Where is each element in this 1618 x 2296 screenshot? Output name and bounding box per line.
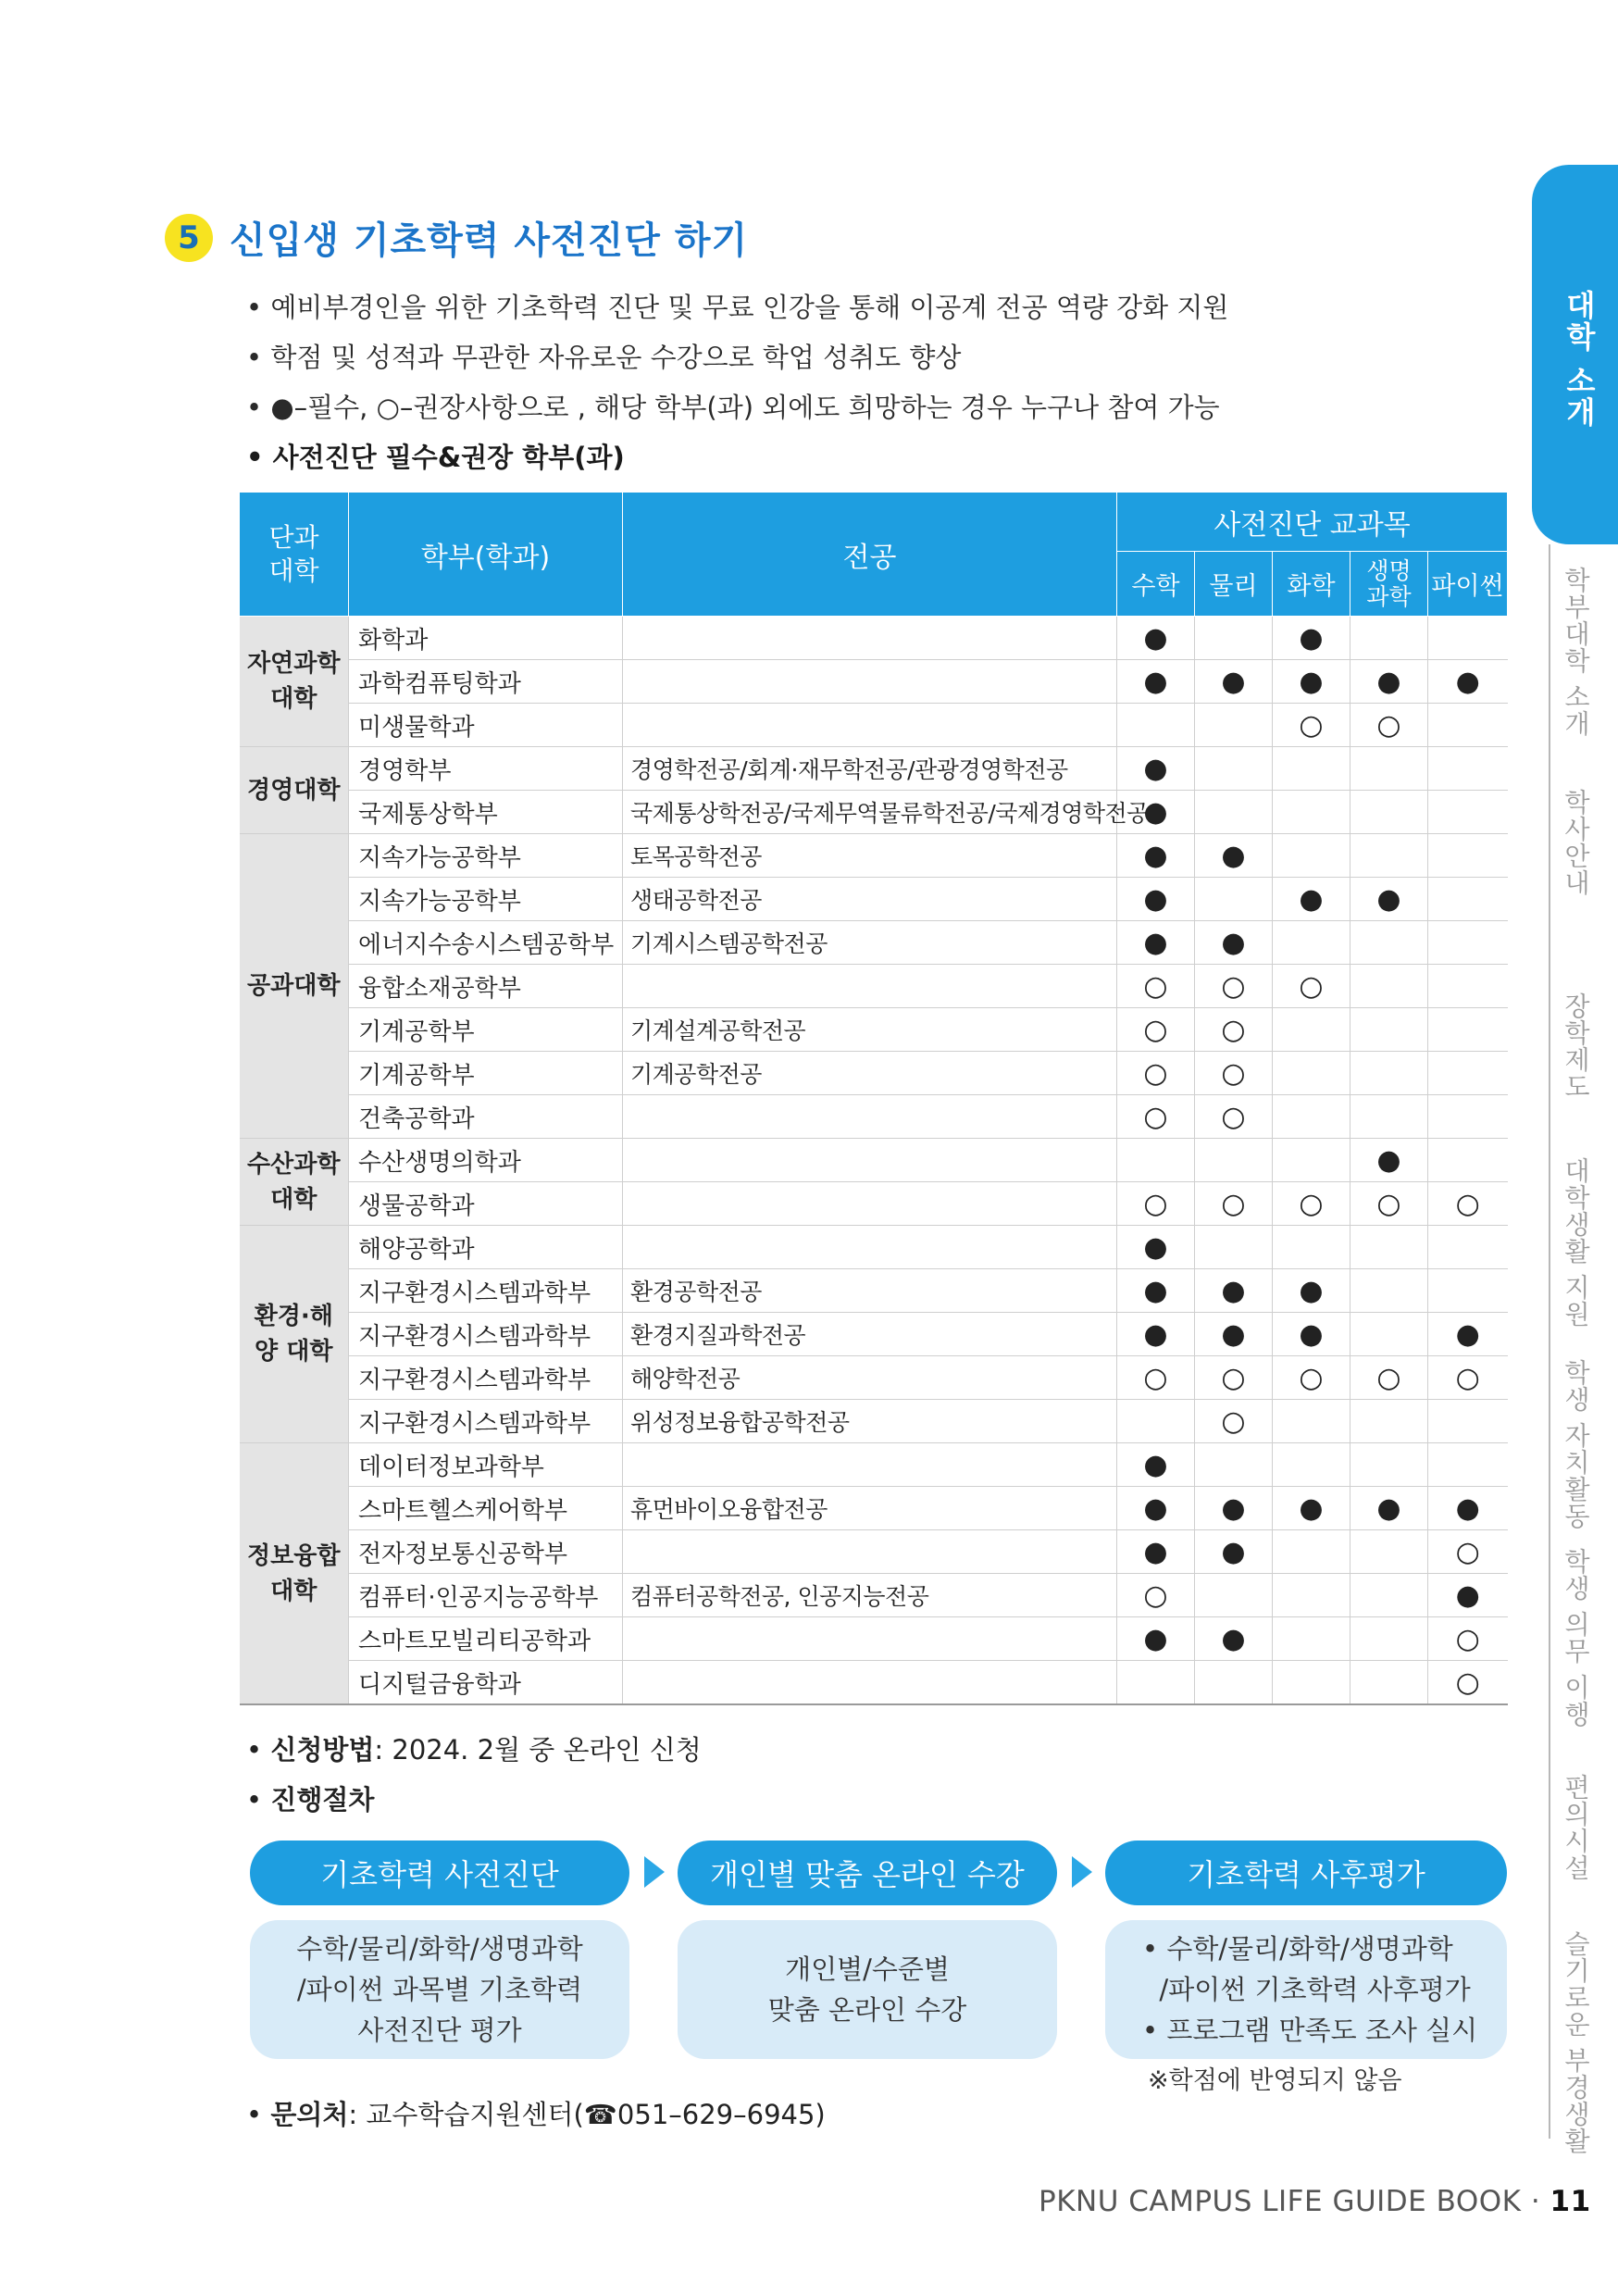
table-row [240,1487,1508,1530]
side-tab[interactable]: 슬기로운 부경생활 [1561,1930,1591,2154]
mark-cell [1428,1443,1508,1487]
step-1-title: 기초학력 사전진단 [250,1841,629,1905]
mark-cell [1428,1052,1508,1095]
mark-cell [1273,1226,1350,1269]
dept-cell: 지구환경시스템과학부 [349,1269,623,1313]
mark-cell [1428,921,1508,965]
procedure-label: • 진행절차 [246,1784,375,1816]
dept-cell: 융합소재공학부 [349,965,623,1008]
dept-cell: 스마트모빌리티공학과 [349,1617,623,1661]
table-row [240,1269,1508,1313]
mark-cell: ● [1273,617,1350,660]
mark-cell: ● [1117,1487,1195,1530]
section-header [165,211,748,264]
mark-cell [1195,1226,1273,1269]
mark-cell: ○ [1350,704,1428,747]
mark-cell [1428,617,1508,660]
dept-cell: 기계공학부 [349,1052,623,1095]
table-row [240,1356,1508,1400]
section-number-badge: 5 [165,214,213,262]
table-row [240,878,1508,921]
mark-cell: ● [1117,1443,1195,1487]
mark-cell [1350,1530,1428,1574]
table-row [240,1617,1508,1661]
side-tab[interactable]: 학생 의무 이행 [1561,1548,1591,1728]
mark-cell [1428,878,1508,921]
dept-cell: 지구환경시스템과학부 [349,1356,623,1400]
mark-cell [1273,1574,1350,1617]
intro-bullets [246,282,1228,482]
mark-cell [1350,834,1428,878]
side-divider [1549,544,1550,2139]
dept-cell: 생물공학과 [349,1182,623,1226]
mark-cell: ● [1195,1487,1273,1530]
mark-cell: ● [1117,921,1195,965]
header-subject: 파이썬 [1428,552,1508,617]
step-2-title: 개인별 맞춤 온라인 수강 [678,1841,1057,1905]
mark-cell [1428,1226,1508,1269]
side-tab-active[interactable]: 대학 소개 [1532,165,1618,544]
mark-cell: ○ [1195,1008,1273,1052]
mark-cell: ○ [1273,1356,1350,1400]
mark-cell [1428,704,1508,747]
table-row [240,1400,1508,1443]
major-cell: 기계시스템공학전공 [623,921,1117,965]
side-tab[interactable]: 대학생활 지원 [1561,1157,1591,1328]
mark-cell [1350,1008,1428,1052]
mark-cell [1195,1574,1273,1617]
header-subject: 생명 과학 [1350,552,1428,617]
bullet-item: • 학점 및 성적과 무관한 자유로운 수강으로 학업 성취도 향상 [246,342,962,373]
mark-cell [1428,1095,1508,1139]
mark-cell [1350,921,1428,965]
mark-cell [1117,1661,1195,1705]
table-row [240,1095,1508,1139]
mark-cell: ● [1117,1530,1195,1574]
college-cell: 경영대학 [240,747,349,834]
table-row [240,1661,1508,1705]
mark-cell [1428,834,1508,878]
mark-cell: ○ [1117,965,1195,1008]
mark-cell: ● [1273,1313,1350,1356]
dept-cell: 지구환경시스템과학부 [349,1400,623,1443]
mark-cell [1350,747,1428,791]
step-3-title: 기초학력 사후평가 [1105,1841,1507,1905]
dept-cell: 기계공학부 [349,1008,623,1052]
mark-cell [1350,1617,1428,1661]
mark-cell: ● [1350,1139,1428,1182]
mark-cell: ○ [1428,1661,1508,1705]
mark-cell [1428,1008,1508,1052]
mark-cell [1350,1661,1428,1705]
side-tab[interactable]: 편의시설 [1561,1774,1591,1881]
bullet-item: • 예비부경인을 위한 기초학력 진단 및 무료 인강을 통해 이공계 전공 역량 강화 지원 [246,292,1229,323]
header-subject: 화학 [1273,552,1350,617]
dept-cell: 지속가능공학부 [349,834,623,878]
major-cell [623,660,1117,704]
mark-cell: ● [1117,660,1195,704]
mark-cell [1195,791,1273,834]
major-cell: 기계공학전공 [623,1052,1117,1095]
mark-cell [1428,965,1508,1008]
mark-cell [1428,1269,1508,1313]
mark-cell [1195,1139,1273,1182]
side-tab[interactable]: 장학제도 [1561,992,1591,1100]
college-cell: 공과대학 [240,834,349,1139]
table-row [240,1443,1508,1487]
side-tab[interactable]: 학사안내 [1561,789,1591,896]
major-cell [623,1139,1117,1182]
table-row [240,1226,1508,1269]
major-cell [623,1226,1117,1269]
mark-cell: ○ [1428,1617,1508,1661]
mark-cell [1428,1139,1508,1182]
major-cell: 환경지질과학전공 [623,1313,1117,1356]
step-2-desc: 개인별/수준별 맞춤 온라인 수강 [678,1920,1057,2059]
mark-cell: ● [1195,1530,1273,1574]
major-cell: 토목공학전공 [623,834,1117,878]
mark-cell: ● [1117,1617,1195,1661]
mark-cell: ● [1117,791,1195,834]
mark-cell [1195,1661,1273,1705]
mark-cell [1195,704,1273,747]
mark-cell: ○ [1273,1182,1350,1226]
mark-cell: ○ [1117,1574,1195,1617]
mark-cell: ○ [1428,1530,1508,1574]
mark-cell: ● [1350,1487,1428,1530]
table-row [240,1313,1508,1356]
mark-cell [1350,1574,1428,1617]
mark-cell: ● [1273,660,1350,704]
mark-cell [1117,704,1195,747]
header-major: 전공 [623,493,1117,617]
major-cell: 휴먼바이오융합전공 [623,1487,1117,1530]
major-cell [623,1661,1117,1705]
mark-cell [1350,617,1428,660]
mark-cell: ● [1117,878,1195,921]
table-row [240,704,1508,747]
note: ※학점에 반영되지 않음 [1148,2066,1402,2095]
table-row [240,965,1508,1008]
mark-cell [1350,1400,1428,1443]
major-cell [623,1530,1117,1574]
mark-cell [1428,1400,1508,1443]
table-row [240,1052,1508,1095]
header-subject: 수학 [1117,552,1195,617]
major-cell [623,1617,1117,1661]
header-subject: 물리 [1195,552,1273,617]
major-cell [623,1095,1117,1139]
mark-cell [1428,791,1508,834]
table-row [240,1008,1508,1052]
table-row [240,1182,1508,1226]
bullet-item: • ●–필수, ○–권장사항으로 , 해당 학부(과) 외에도 희망하는 경우 누구나 참여 가능 [246,392,1220,423]
mark-cell: ○ [1195,1052,1273,1095]
mark-cell: ● [1117,1226,1195,1269]
mark-cell: ○ [1117,1356,1195,1400]
table-row [240,660,1508,704]
side-tab[interactable]: 학생 자치활동 [1561,1359,1591,1529]
mark-cell: ○ [1117,1182,1195,1226]
diagnosis-table [239,492,1508,1705]
dept-cell: 미생물학과 [349,704,623,747]
college-cell: 자연과학 대학 [240,617,349,747]
header-subjects-group: 사전진단 교과목 [1117,493,1508,552]
mark-cell: ● [1117,834,1195,878]
mark-cell: ○ [1117,1052,1195,1095]
mark-cell [1117,1400,1195,1443]
dept-cell: 디지털금융학과 [349,1661,623,1705]
mark-cell: ● [1117,617,1195,660]
dept-cell: 지구환경시스템과학부 [349,1313,623,1356]
college-cell: 정보융합 대학 [240,1443,349,1705]
mark-cell: ○ [1195,1095,1273,1139]
mark-cell [1273,1052,1350,1095]
mark-cell: ● [1117,747,1195,791]
major-cell [623,1443,1117,1487]
mark-cell [1273,1008,1350,1052]
table-row [240,1139,1508,1182]
mark-cell [1195,878,1273,921]
mark-cell: ○ [1273,965,1350,1008]
mark-cell: ● [1117,1313,1195,1356]
mark-cell: ○ [1350,1182,1428,1226]
dept-cell: 데이터정보과학부 [349,1443,623,1487]
dept-cell: 경영학부 [349,747,623,791]
mark-cell: ● [1273,1487,1350,1530]
mark-cell [1273,1400,1350,1443]
mark-cell: ○ [1195,1400,1273,1443]
mark-cell: ● [1195,660,1273,704]
mark-cell: ● [1195,834,1273,878]
college-cell: 수산과학 대학 [240,1139,349,1226]
major-cell: 환경공학전공 [623,1269,1117,1313]
major-cell: 생태공학전공 [623,878,1117,921]
mark-cell [1273,1530,1350,1574]
dept-cell: 과학컴퓨팅학과 [349,660,623,704]
mark-cell [1273,834,1350,878]
major-cell [623,617,1117,660]
mark-cell: ○ [1117,1008,1195,1052]
mark-cell [1273,1443,1350,1487]
mark-cell: ● [1195,1617,1273,1661]
table-row [240,747,1508,791]
table-row [240,834,1508,878]
mark-cell: ● [1428,660,1508,704]
table-row [240,1574,1508,1617]
mark-cell: ● [1350,660,1428,704]
page-footer: PKNU CAMPUS LIFE GUIDE BOOK · 11 [1039,2185,1591,2218]
mark-cell: ○ [1428,1356,1508,1400]
major-cell: 경영학전공/회계·재무학전공/관광경영학전공 [623,747,1117,791]
table-row [240,617,1508,660]
mark-cell: ● [1195,1269,1273,1313]
major-cell: 컴퓨터공학전공, 인공지능전공 [623,1574,1117,1617]
mark-cell [1350,1095,1428,1139]
mark-cell [1428,747,1508,791]
section-title: 신입생 기초학력 사전진단 하기 [230,219,749,262]
mark-cell [1273,1139,1350,1182]
mark-cell: ○ [1117,1095,1195,1139]
mark-cell [1195,1443,1273,1487]
mark-cell: ● [1117,1269,1195,1313]
dept-cell: 화학과 [349,617,623,660]
major-cell: 국제통상학전공/국제무역물류학전공/국제경영학전공 [623,791,1117,834]
major-cell [623,704,1117,747]
mark-cell [1273,921,1350,965]
mark-cell [1273,1095,1350,1139]
mark-cell [1350,1443,1428,1487]
mark-cell: ● [1350,878,1428,921]
mark-cell [1350,1226,1428,1269]
step-3-desc: • 수학/물리/화학/생명과학 /파이썬 기초학력 사후평가 • 프로그램 만족도 조사 실시 [1105,1920,1507,2059]
mark-cell [1350,1313,1428,1356]
mark-cell [1273,747,1350,791]
mark-cell: ● [1428,1574,1508,1617]
mark-cell: ● [1195,921,1273,965]
mark-cell: ○ [1350,1356,1428,1400]
major-cell [623,965,1117,1008]
mark-cell: ● [1428,1487,1508,1530]
dept-cell: 스마트헬스케어학부 [349,1487,623,1530]
mark-cell [1195,617,1273,660]
header-college: 단과 대학 [240,493,349,617]
dept-cell: 에너지수송시스템공학부 [349,921,623,965]
bullet-item: • 사전진단 필수&권장 학부(과) [246,442,625,473]
mark-cell [1195,747,1273,791]
mark-cell: ● [1273,1269,1350,1313]
dept-cell: 컴퓨터·인공지능공학부 [349,1574,623,1617]
mark-cell [1350,791,1428,834]
mark-cell [1273,791,1350,834]
contact: • 문의처: 교수학습지원센터(☎051–629–6945) [246,2099,826,2130]
major-cell: 위성정보융합공학전공 [623,1400,1117,1443]
mark-cell [1350,1052,1428,1095]
arrow-icon [644,1856,665,1888]
mark-cell [1117,1139,1195,1182]
dept-cell: 해양공학과 [349,1226,623,1269]
major-cell [623,1182,1117,1226]
mark-cell: ● [1428,1313,1508,1356]
major-cell: 기계설계공학전공 [623,1008,1117,1052]
header-dept: 학부(학과) [349,493,623,617]
dept-cell: 수산생명의학과 [349,1139,623,1182]
dept-cell: 지속가능공학부 [349,878,623,921]
mark-cell: ○ [1195,965,1273,1008]
apply-method: • 신청방법: 2024. 2월 중 온라인 신청 [246,1734,702,1766]
mark-cell: ○ [1195,1182,1273,1226]
major-cell: 해양학전공 [623,1356,1117,1400]
table-row [240,1530,1508,1574]
mark-cell: ○ [1195,1356,1273,1400]
mark-cell [1273,1661,1350,1705]
mark-cell: ● [1273,878,1350,921]
college-cell: 환경·해양 대학 [240,1226,349,1443]
mark-cell: ○ [1273,704,1350,747]
mark-cell: ● [1195,1313,1273,1356]
mark-cell [1273,1617,1350,1661]
step-1-desc: 수학/물리/화학/생명과학 /파이썬 과목별 기초학력 사전진단 평가 [250,1920,629,2059]
dept-cell: 건축공학과 [349,1095,623,1139]
table-row [240,921,1508,965]
side-tab[interactable]: 학부대학 소개 [1561,567,1591,737]
dept-cell: 전자정보통신공학부 [349,1530,623,1574]
mark-cell: ○ [1428,1182,1508,1226]
dept-cell: 국제통상학부 [349,791,623,834]
table-row [240,791,1508,834]
arrow-icon [1072,1856,1092,1888]
mark-cell [1350,1269,1428,1313]
mark-cell [1350,965,1428,1008]
